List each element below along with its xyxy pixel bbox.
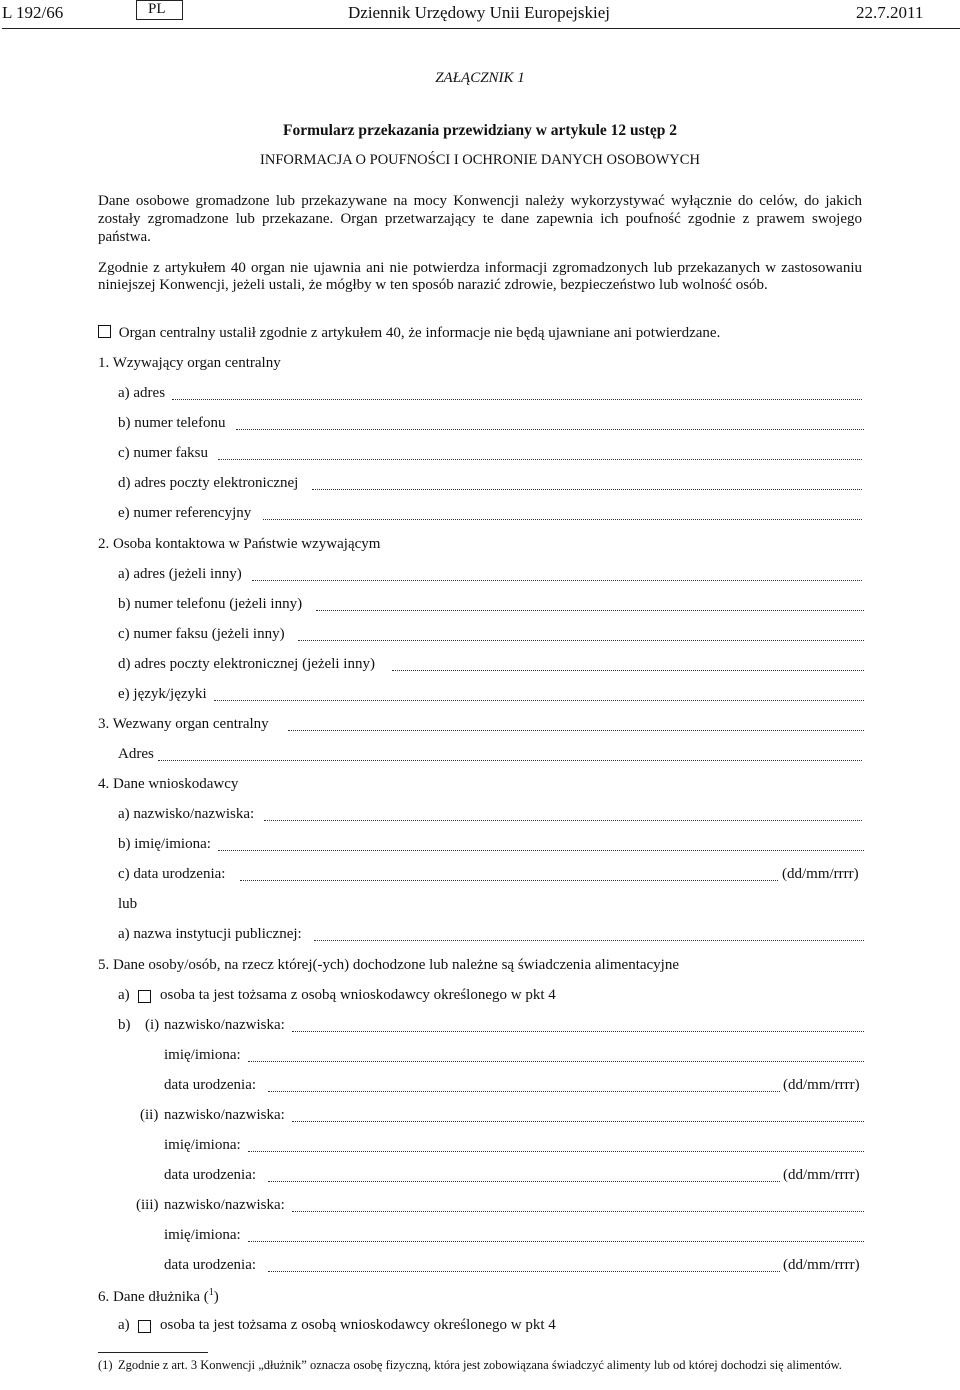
s5-firstname-field[interactable] <box>248 1241 864 1242</box>
s4-dob-label: c) data urodzenia: <box>118 866 226 882</box>
s5-dob-label: data urodzenia: <box>164 1167 257 1183</box>
s2-address-field[interactable] <box>252 580 862 581</box>
s1-ref-field[interactable] <box>263 519 862 520</box>
footnote-mark: (1) <box>98 1358 113 1372</box>
s1-fax-field[interactable] <box>218 459 862 460</box>
s2-language-field[interactable] <box>214 700 864 701</box>
s1-ref-label: e) numer referencyjny <box>118 505 252 521</box>
footnote-ref: 1 <box>208 1287 214 1298</box>
s1-address-label: a) adres <box>118 385 166 401</box>
s4-institution-field[interactable] <box>314 940 864 941</box>
s4-institution-label: a) nazwa instytucji publicznej: <box>118 926 302 942</box>
s2-phone-label: b) numer telefonu (jeżeli inny) <box>118 596 303 612</box>
s1-email-label: d) adres poczty elektronicznej <box>118 475 299 491</box>
s4-surname-label: a) nazwisko/nazwiska: <box>118 806 255 822</box>
s2-phone-field[interactable] <box>316 610 864 611</box>
page-header <box>0 0 960 28</box>
s2-address-label: a) adres (jeżeli inny) <box>118 566 242 582</box>
journal-name: Dziennik Urzędowy Unii Europejskiej <box>348 3 611 22</box>
section-title: INFORMACJA O POUFNOŚCI I OCHRONIE DANYCH OSOBOWYCH <box>260 152 700 168</box>
s5-person-number: (iii) <box>136 1197 159 1213</box>
s5-dob-field[interactable] <box>268 1091 780 1092</box>
s4-surname-field[interactable] <box>264 820 862 821</box>
s5-firstname-label: imię/imiona: <box>164 1227 241 1243</box>
s5-surname-label: nazwisko/nazwiska: <box>164 1107 285 1123</box>
section5-title: 5. Dane osoby/osób, na rzecz której(-ych) dochodzone lub należne są świadczenia alimentacyjne <box>98 957 680 973</box>
section2-title: 2. Osoba kontaktowa w Państwie wzywającym <box>98 536 381 552</box>
s4-firstname-field[interactable] <box>218 850 864 851</box>
section1-title: 1. Wzywający organ centralny <box>98 355 281 371</box>
s5-firstname-field[interactable] <box>248 1151 864 1152</box>
s5-firstname-label: imię/imiona: <box>164 1047 241 1063</box>
s5-same-as-applicant-text: osoba ta jest tożsama z osobą wnioskodawcy określonego w pkt 4 <box>160 987 556 1003</box>
s5-b-label: b) <box>118 1017 131 1033</box>
art40-checkbox[interactable] <box>98 325 111 338</box>
s5-dob-field[interactable] <box>268 1181 780 1182</box>
s5-dob-label: data urodzenia: <box>164 1077 257 1093</box>
section6-title: 6. Dane dłużnika ($^1$) <box>98 1287 219 1305</box>
s2-email-label: d) adres poczty elektronicznej (jeżeli inny) <box>118 656 375 672</box>
s2-fax-label: c) numer faksu (jeżeli inny) <box>118 626 285 642</box>
s2-language-label: e) język/języki <box>118 686 207 702</box>
s1-address-field[interactable] <box>172 399 862 400</box>
s4-or-label: lub <box>118 896 138 912</box>
s5-surname-label: nazwisko/nazwiska: <box>164 1197 285 1213</box>
s5-surname-field[interactable] <box>292 1211 864 1212</box>
s5-date-format: (dd/mm/rrrr) <box>783 1077 860 1093</box>
art40-checkbox-label: Organ centralny ustalił zgodnie z artykułem 40, że informacje nie będą ujawniane ani potwierdzane. <box>118 325 721 341</box>
publication-date: 22.7.2011 <box>856 3 924 22</box>
s6-a-label: a) <box>118 1317 130 1333</box>
s1-phone-field[interactable] <box>236 429 864 430</box>
s5-firstname-label: imię/imiona: <box>164 1137 241 1153</box>
s3-address-field[interactable] <box>158 760 862 761</box>
s4-dob-field[interactable] <box>240 880 778 881</box>
s5-a-label: a) <box>118 987 130 1003</box>
footnote-text: Zgodnie z art. 3 Konwencji „dłużnik” oznacza osobę fizyczną, która jest zobowiązana świadczyć alimenty lub od której dochodzi się alimentów. <box>118 1358 842 1372</box>
footnote-rule <box>98 1352 208 1353</box>
s6-same-as-applicant-text: osoba ta jest tożsama z osobą wnioskodawcy określonego w pkt 4 <box>160 1317 556 1333</box>
s1-email-field[interactable] <box>312 489 862 490</box>
page-reference: L 192/66 <box>2 3 64 22</box>
s5-dob-label: data urodzenia: <box>164 1257 257 1273</box>
s5-date-format: (dd/mm/rrrr) <box>783 1257 860 1273</box>
s1-fax-label: c) numer faksu <box>118 445 208 461</box>
s5-surname-field[interactable] <box>292 1031 864 1032</box>
s3-address-label: Adres <box>118 746 154 762</box>
s5-same-as-applicant-checkbox[interactable] <box>138 990 151 1003</box>
header-rule <box>2 28 960 29</box>
confidentiality-paragraph: Dane osobowe gromadzone lub przekazywane na mocy Konwencji należy wykorzystywać wyłącznie do celów, do jakich zostały zgromadzone lub przekazane. Organ przetwarzający te dane zapewnia ich poufność zgodnie z prawem swojego państwa. <box>98 193 862 245</box>
form-title: Formularz przekazania przewidziany w artykule 12 ustęp 2 <box>283 122 677 139</box>
s5-firstname-field[interactable] <box>248 1061 864 1062</box>
s5-person-number: (i) <box>145 1017 160 1033</box>
language-code: PL <box>148 1 166 17</box>
s5-dob-field[interactable] <box>268 1271 780 1272</box>
section4-title: 4. Dane wnioskodawcy <box>98 776 239 792</box>
s5-surname-field[interactable] <box>292 1121 864 1122</box>
art40-checkbox-row <box>98 325 720 342</box>
annex-title: ZAŁĄCZNIK 1 <box>435 70 525 86</box>
s4-firstname-label: b) imię/imiona: <box>118 836 211 852</box>
s3-authority-field[interactable] <box>288 730 864 731</box>
section3-title: 3. Wezwany organ centralny <box>98 716 269 732</box>
s2-fax-field[interactable] <box>298 640 864 641</box>
s6-same-as-applicant-checkbox[interactable] <box>138 1320 151 1333</box>
s5-surname-label: nazwisko/nazwiska: <box>164 1017 285 1033</box>
s5-person-number: (ii) <box>140 1107 159 1123</box>
s5-date-format: (dd/mm/rrrr) <box>783 1167 860 1183</box>
article40-paragraph: Zgodnie z artykułem 40 organ nie ujawnia ani nie potwierdza informacji zgromadzonych lub przekazanych w zastosowaniu niniejszej Konwencji, jeżeli ustali, że mógłby w ten sposób narazić zdrowie, bezpieczeństwo lub wolność osób. <box>98 260 862 293</box>
s1-phone-label: b) numer telefonu <box>118 415 226 431</box>
s2-email-field[interactable] <box>392 670 864 671</box>
s4-date-format: (dd/mm/rrrr) <box>782 866 859 882</box>
